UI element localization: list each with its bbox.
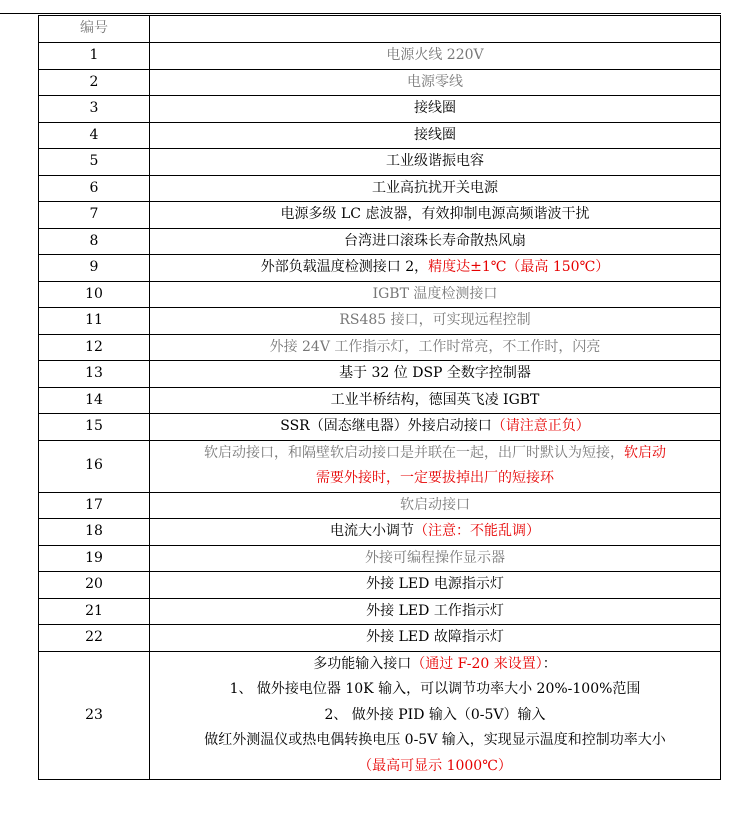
row-description <box>150 202 721 229</box>
desc-segment: （最高可显示 1000℃） <box>358 757 512 774</box>
row-number: 22 <box>39 625 150 652</box>
desc-segment: 外接 24V 工作指示灯，工作时常亮，不工作时，闪亮 <box>269 338 601 355</box>
desc-segment: 软启动接口，和隔壁软启动接口是并联在一起，出厂时默认为短接， <box>204 444 624 461</box>
desc-segment: ： <box>542 655 557 672</box>
table-row <box>39 440 721 492</box>
desc-segment: 电源火线 220V <box>386 47 484 63</box>
row-description <box>150 387 721 414</box>
desc-segment: RS485 接口，可实现远程控制 <box>339 312 531 328</box>
row-description <box>150 228 721 255</box>
spec-table <box>38 15 721 780</box>
row-number: 5 <box>39 149 150 176</box>
table-row <box>39 545 721 572</box>
row-description <box>150 361 721 388</box>
desc-segment: 基于 32 位 DSP 全数字控制器 <box>339 365 531 381</box>
desc-line <box>150 677 720 703</box>
row-number: 19 <box>39 545 150 572</box>
desc-segment: 外接 LED 工作指示灯 <box>366 602 504 619</box>
row-description <box>150 519 721 546</box>
table-row <box>39 43 721 70</box>
desc-segment: 接线圈 <box>414 100 456 116</box>
row-number: 17 <box>39 492 150 519</box>
row-number: 14 <box>39 387 150 414</box>
row-number: 16 <box>39 440 150 492</box>
row-number: 9 <box>39 255 150 282</box>
top-rule <box>0 13 721 14</box>
row-description <box>150 149 721 176</box>
table-row <box>39 122 721 149</box>
table-row <box>39 387 721 414</box>
row-number: 20 <box>39 572 150 599</box>
desc-line <box>150 652 720 678</box>
row-number: 3 <box>39 96 150 123</box>
row-number: 12 <box>39 334 150 361</box>
desc-segment: 外接可编程操作显示器 <box>365 549 505 566</box>
spec-table-body <box>39 16 721 780</box>
desc-segment: 2、 做外接 PID 输入（0-5V）输入 <box>324 706 546 723</box>
desc-segment: 工业高抗扰开关电源 <box>372 179 498 196</box>
row-description <box>150 492 721 519</box>
row-description <box>150 69 721 96</box>
row-description <box>150 43 721 70</box>
row-description <box>150 175 721 202</box>
desc-segment: 电源零线 <box>407 73 463 90</box>
row-description <box>150 598 721 625</box>
desc-segment: 做红外测温仪或热电偶转换电压 0-5V 输入，实现显示温度和控制功率大小 <box>204 732 666 748</box>
row-number: 1 <box>39 43 150 70</box>
row-number: 21 <box>39 598 150 625</box>
table-row <box>39 361 721 388</box>
table-row <box>39 572 721 599</box>
desc-segment: 精度达±1℃（最高 150℃） <box>428 259 610 275</box>
table-row <box>39 96 721 123</box>
row-description <box>150 572 721 599</box>
desc-segment: 外接 LED 故障指示灯 <box>366 629 504 645</box>
desc-segment: IGBT 温度检测接口 <box>372 285 498 302</box>
row-description <box>150 96 721 123</box>
desc-line <box>150 754 720 780</box>
header-num-cell: 编号 <box>39 16 150 43</box>
row-description <box>150 255 721 282</box>
table-header-row <box>39 16 721 43</box>
desc-segment: 需要外接时，一定要拔掉出厂的短接环 <box>316 470 554 486</box>
table-row <box>39 334 721 361</box>
row-number: 7 <box>39 202 150 229</box>
desc-segment: 工业半桥结构，德国英飞凌 IGBT <box>330 391 540 408</box>
desc-segment: （请注意正负） <box>491 418 590 434</box>
table-row <box>39 414 721 441</box>
table-row <box>39 202 721 229</box>
table-row <box>39 281 721 308</box>
row-description <box>150 281 721 308</box>
row-number: 13 <box>39 361 150 388</box>
desc-segment: 外接 LED 电源指示灯 <box>366 576 504 592</box>
row-description <box>150 334 721 361</box>
table-row <box>39 255 721 282</box>
row-number: 18 <box>39 519 150 546</box>
desc-segment: 工业级谐振电容 <box>386 153 484 169</box>
row-description <box>150 122 721 149</box>
table-row <box>39 308 721 335</box>
table-row <box>39 519 721 546</box>
desc-line <box>150 703 720 729</box>
table-row <box>39 149 721 176</box>
row-description <box>150 651 721 780</box>
row-number: 10 <box>39 281 150 308</box>
header-desc-cell <box>150 16 721 43</box>
table-row <box>39 228 721 255</box>
table-row <box>39 625 721 652</box>
desc-segment: 多功能输入接口 <box>313 655 412 672</box>
table-row <box>39 492 721 519</box>
row-number: 15 <box>39 414 150 441</box>
row-number: 4 <box>39 122 150 149</box>
desc-segment: 接线圈 <box>414 126 456 143</box>
row-description <box>150 440 721 492</box>
row-description <box>150 414 721 441</box>
row-number: 6 <box>39 175 150 202</box>
desc-segment: 台湾进口滚珠长寿命散热风扇 <box>344 232 526 249</box>
table-row <box>39 651 721 780</box>
desc-segment: 软启动接口 <box>400 496 470 513</box>
row-number: 2 <box>39 69 150 96</box>
row-number: 8 <box>39 228 150 255</box>
row-number: 11 <box>39 308 150 335</box>
row-description <box>150 545 721 572</box>
desc-line <box>150 466 720 492</box>
row-description <box>150 625 721 652</box>
desc-line <box>150 441 720 467</box>
desc-segment: 外部负载温度检测接口 2， <box>260 259 429 275</box>
desc-segment: 电源多级 LC 虑波器，有效抑制电源高频谐波干扰 <box>280 206 590 222</box>
table-row <box>39 175 721 202</box>
table-row <box>39 598 721 625</box>
desc-segment: SSR（固态继电器）外接启动接口 <box>280 418 492 434</box>
desc-line <box>150 728 720 754</box>
desc-segment: 软启动 <box>624 444 666 461</box>
desc-segment: （通过 F-20 来设置） <box>411 655 543 672</box>
row-description <box>150 308 721 335</box>
table-row <box>39 69 721 96</box>
desc-segment: （注意：不能乱调） <box>414 523 540 539</box>
desc-segment: 1、 做外接电位器 10K 输入，可以调节功率大小 20%-100%范围 <box>229 681 641 697</box>
desc-segment: 电流大小调节 <box>330 523 414 539</box>
row-number: 23 <box>39 651 150 780</box>
